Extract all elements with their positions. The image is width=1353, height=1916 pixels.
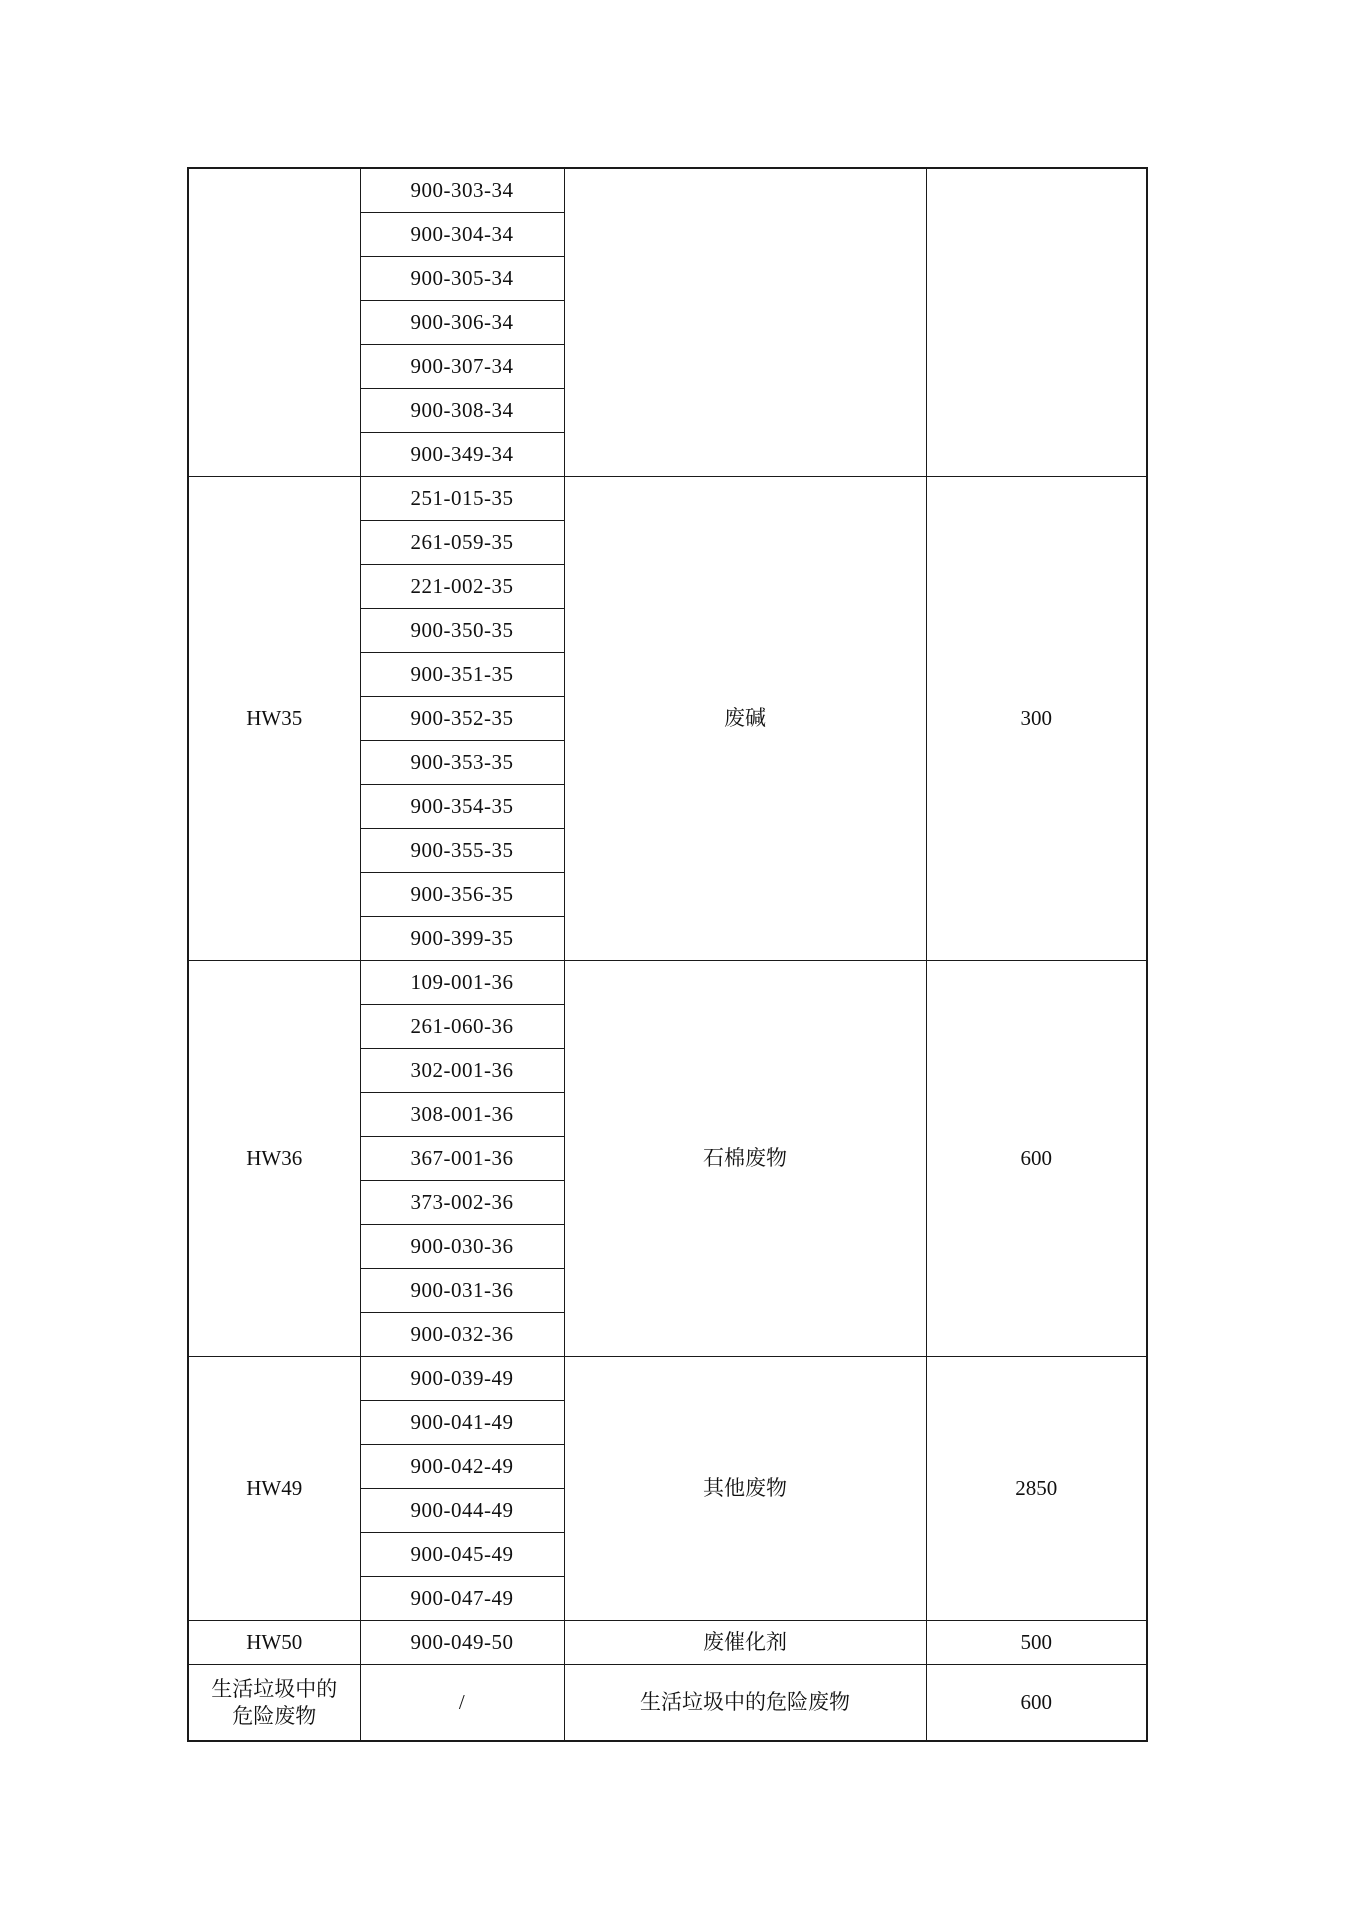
waste-code-cell: 221-002-35 <box>360 565 564 609</box>
category-line: 危险废物 <box>232 1703 317 1728</box>
category-line: 生活垃圾中的 <box>211 1677 338 1702</box>
category-cell: HW35 <box>188 477 360 961</box>
waste-code-cell: 900-350-35 <box>360 609 564 653</box>
waste-code-cell: 900-353-35 <box>360 741 564 785</box>
waste-code-cell: 900-032-36 <box>360 1313 564 1357</box>
waste-name-cell: 生活垃圾中的危险废物 <box>564 1665 926 1742</box>
waste-code-cell: 900-356-35 <box>360 873 564 917</box>
waste-code-cell: 900-308-34 <box>360 389 564 433</box>
category-cell <box>188 168 360 477</box>
table-row <box>188 477 1147 521</box>
waste-code-cell: 900-031-36 <box>360 1269 564 1313</box>
waste-code-cell: 900-049-50 <box>360 1621 564 1665</box>
waste-code-cell: 367-001-36 <box>360 1137 564 1181</box>
category-cell: HW50 <box>188 1621 360 1665</box>
waste-code-cell: 900-349-34 <box>360 433 564 477</box>
table-row <box>188 961 1147 1005</box>
amount-cell <box>926 168 1147 477</box>
waste-name-cell: 其他废物 <box>564 1357 926 1621</box>
waste-code-cell: 900-045-49 <box>360 1533 564 1577</box>
table-row <box>188 1665 1147 1742</box>
waste-name-cell <box>564 168 926 477</box>
waste-code-cell: 900-030-36 <box>360 1225 564 1269</box>
amount-cell: 300 <box>926 477 1147 961</box>
waste-code-cell: 308-001-36 <box>360 1093 564 1137</box>
waste-code-cell: 373-002-36 <box>360 1181 564 1225</box>
waste-code-cell: 900-039-49 <box>360 1357 564 1401</box>
table-row <box>188 1621 1147 1665</box>
waste-code-cell: 900-303-34 <box>360 168 564 213</box>
waste-code-cell: 900-307-34 <box>360 345 564 389</box>
waste-code-cell: 900-351-35 <box>360 653 564 697</box>
waste-code-cell: 900-305-34 <box>360 257 564 301</box>
table-row <box>188 1357 1147 1401</box>
waste-code-cell: 251-015-35 <box>360 477 564 521</box>
waste-name-cell: 石棉废物 <box>564 961 926 1357</box>
waste-code-cell: 261-059-35 <box>360 521 564 565</box>
waste-code-cell: 900-352-35 <box>360 697 564 741</box>
waste-code-cell: 900-399-35 <box>360 917 564 961</box>
waste-name-cell: 废碱 <box>564 477 926 961</box>
category-cell: HW49 <box>188 1357 360 1621</box>
category-cell <box>188 1665 360 1742</box>
waste-name-cell: 废催化剂 <box>564 1621 926 1665</box>
amount-cell: 2850 <box>926 1357 1147 1621</box>
waste-code-cell: 900-306-34 <box>360 301 564 345</box>
waste-code-cell: 900-047-49 <box>360 1577 564 1621</box>
waste-code-cell: 302-001-36 <box>360 1049 564 1093</box>
amount-cell: 600 <box>926 961 1147 1357</box>
waste-code-cell: 900-354-35 <box>360 785 564 829</box>
waste-code-cell: 109-001-36 <box>360 961 564 1005</box>
waste-code-cell: / <box>360 1665 564 1742</box>
waste-code-cell: 900-304-34 <box>360 213 564 257</box>
waste-code-cell: 900-042-49 <box>360 1445 564 1489</box>
waste-code-cell: 261-060-36 <box>360 1005 564 1049</box>
hazardous-waste-table <box>187 167 1148 1742</box>
table-body <box>188 168 1147 1741</box>
amount-cell: 500 <box>926 1621 1147 1665</box>
category-cell: HW36 <box>188 961 360 1357</box>
waste-code-cell: 900-044-49 <box>360 1489 564 1533</box>
waste-code-cell: 900-355-35 <box>360 829 564 873</box>
waste-code-cell: 900-041-49 <box>360 1401 564 1445</box>
amount-cell: 600 <box>926 1665 1147 1742</box>
table-row <box>188 168 1147 213</box>
